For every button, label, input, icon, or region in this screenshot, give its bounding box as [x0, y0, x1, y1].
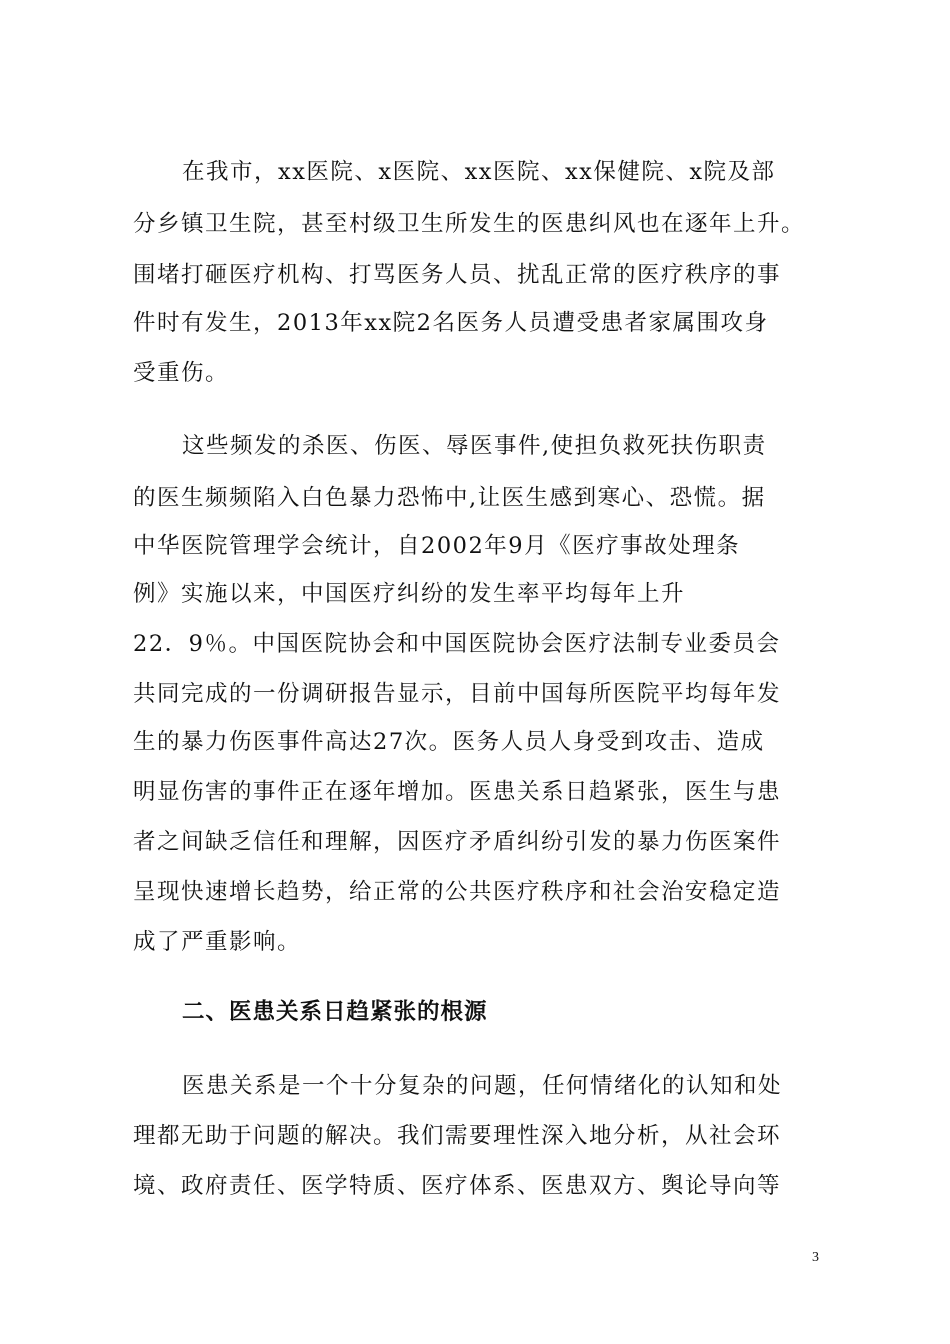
paragraph-3-line-2: 理都无助于问题的解决。我们需要理性深入地分析，从社会环 [133, 1123, 782, 1149]
paragraph-1-line-2: 分乡镇卫生院，甚至村级卫生所发生的医患纠风也在逐年上升。 [133, 211, 806, 237]
paragraph-2-line-11: 成了严重影响。 [133, 929, 302, 955]
paragraph-1-line-5: 受重伤。 [133, 360, 230, 386]
paragraph-2-line-2: 的医生频频陷入白色暴力恐怖中,让医生感到寒心、恐慌。据 [133, 485, 766, 511]
paragraph-1-line-4: 件时有发生，2013年xx院2名医务人员遭受患者家属围攻身 [133, 310, 769, 336]
paragraph-2-line-8: 明显伤害的事件正在逐年增加。医患关系日趋紧张，医生与患 [133, 779, 782, 805]
paragraph-1-line-1: 在我市，xx医院、x医院、xx医院、xx保健院、x院及部 [182, 159, 776, 185]
paragraph-2-line-7: 生的暴力伤医事件高达27次。医务人员人身受到攻击、造成 [133, 729, 765, 755]
paragraph-2-line-4: 例》实施以来，中国医疗纠纷的发生率平均每年上升 [133, 581, 686, 607]
paragraph-2-line-3: 中华医院管理学会统计，自2002年9月《医疗事故处理条 [133, 533, 741, 559]
paragraph-3-line-1: 医患关系是一个十分复杂的问题，任何情绪化的认知和处 [182, 1073, 783, 1099]
paragraph-2-line-5: 22．9％。中国医院协会和中国医院协会医疗法制专业委员会 [133, 631, 781, 657]
paragraph-2-line-1: 这些频发的杀医、伤医、辱医事件,使担负救死扶伤职责 [182, 433, 767, 459]
paragraph-2-line-6: 共同完成的一份调研报告显示，目前中国每所医院平均每年发 [133, 681, 782, 707]
section-heading: 二、医患关系日趋紧张的根源 [182, 999, 488, 1025]
paragraph-1-line-3: 围堵打砸医疗机构、打骂医务人员、扰乱正常的医疗秩序的事 [133, 262, 782, 288]
paragraph-2-line-10: 呈现快速增长趋势，给正常的公共医疗秩序和社会治安稳定造 [133, 879, 782, 905]
page-number: 3 [812, 1250, 819, 1265]
paragraph-3-line-3: 境、政府责任、医学特质、医疗体系、医患双方、舆论导向等 [133, 1173, 782, 1199]
paragraph-2-line-9: 者之间缺乏信任和理解，因医疗矛盾纠纷引发的暴力伤医案件 [133, 829, 782, 855]
